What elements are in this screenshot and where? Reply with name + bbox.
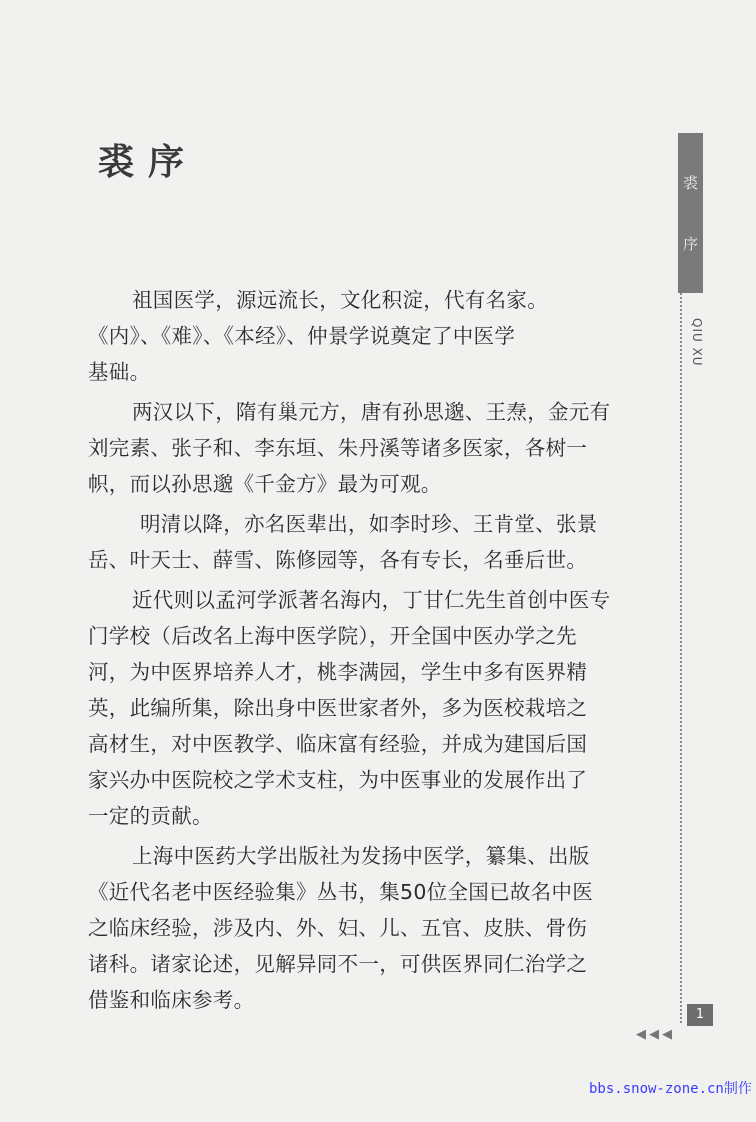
watermark: bbs.snow-zone.cn制作 bbox=[589, 1081, 752, 1097]
text-line: 近代则以孟河学派著名海内，丁甘仁先生首创中医专 bbox=[132, 588, 611, 612]
text-line: 两汉以下，隋有巢元方，唐有孙思邈、王焘，金元有 bbox=[132, 400, 611, 424]
paragraph bbox=[88, 582, 633, 834]
page-number: 1 bbox=[687, 1004, 713, 1026]
section-tab-char: 序 bbox=[682, 234, 698, 253]
paragraph bbox=[88, 282, 633, 390]
text-line: 基础。 bbox=[88, 360, 151, 384]
paragraph bbox=[88, 506, 633, 578]
text-line: 家兴办中医院校之学术支柱，为中医事业的发展作出了 bbox=[88, 768, 588, 792]
section-tab-char: 裘 bbox=[682, 174, 698, 193]
text-line: 一定的贡献。 bbox=[88, 804, 213, 828]
text-line: 祖国医学，源远流长，文化积淀，代有名家。 bbox=[132, 288, 548, 312]
section-tab bbox=[678, 133, 703, 293]
text-line: 河，为中医界培养人才，桃李满园，学生中多有医界精 bbox=[88, 660, 588, 684]
text-line: 《内》、《难》、《本经》、仲景学说奠定了中医学 bbox=[88, 324, 516, 348]
paragraph bbox=[88, 838, 633, 1018]
text-line: 诸科。诸家论述，见解异同不一，可供医界同仁治学之 bbox=[88, 952, 588, 976]
text-line: 《近代名老中医经验集》丛书，集50位全国已故名中医 bbox=[88, 880, 594, 904]
text-line: 帜，而以孙思邈《千金方》最为可观。 bbox=[88, 472, 442, 496]
dotted-divider bbox=[680, 293, 682, 1023]
text-line: 刘完素、张子和、李东垣、朱丹溪等诸多医家，各树一 bbox=[88, 436, 588, 460]
paragraph bbox=[88, 394, 633, 502]
text-line: 门学校（后改名上海中医学院），开全国中医办学之先 bbox=[88, 624, 577, 648]
text-line: 岳、叶天士、薛雪、陈修园等，各有专长，名垂后世。 bbox=[88, 548, 588, 572]
page-title: 裘序 bbox=[98, 141, 199, 183]
text-line: 英，此编所集，除出身中医世家者外，多为医校栽培之 bbox=[88, 696, 588, 720]
text-line: 明清以降，亦名医辈出，如李时珍、王肯堂、张景 bbox=[140, 512, 598, 536]
text-line: 之临床经验，涉及内、外、妇、儿、五官、皮肤、骨伤 bbox=[88, 916, 588, 940]
section-pinyin: QIU XU bbox=[690, 318, 704, 367]
text-line: 上海中医药大学出版社为发扬中医学，纂集、出版 bbox=[132, 844, 590, 868]
preface-body bbox=[88, 282, 633, 1018]
text-line: 高材生，对中医教学、临床富有经验，并成为建国后国 bbox=[88, 732, 588, 756]
text-line: 借鉴和临床参考。 bbox=[88, 988, 255, 1012]
triangle-arrows-icon: ◀◀◀ bbox=[636, 1027, 675, 1042]
